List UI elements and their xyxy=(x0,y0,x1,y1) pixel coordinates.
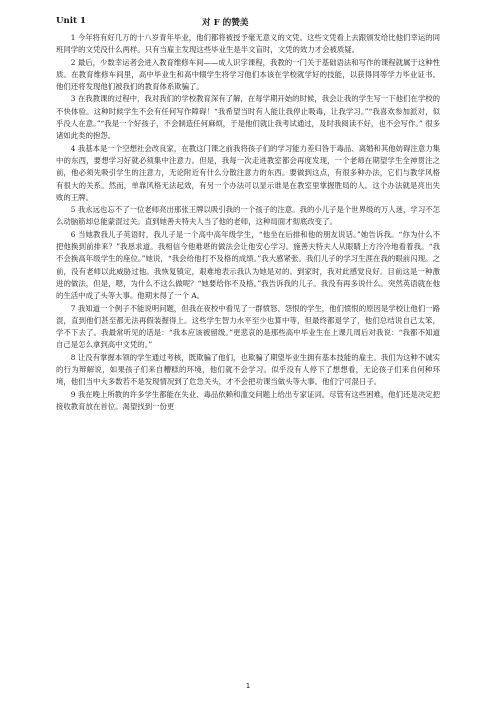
paragraph-6: 6 当她教我儿子英语时，我儿子是一个高中高年级学生，“他坐在后排和他的朋友说话。”她告诉我。“你为什么不把他换到前排来？”我恳求道。我相信今他难堪的做法会让他安心学习。施善夫特夫人从眼睛上方冷冷地看着我。“我不会换高年级学生的座位。”她说，“我会给他打不及格的成绩。”我大感紧张。我们儿子的学习生涯在我的眼前闪现。之前，没有老师以此威胁过他。我恢复镇定，艰难地表示我认为她是对的。到家时，我对此感觉良好。目前这是一种激进的做法，但是，嗯，为什么不这么做呢？“她要给你不及格。”我告诉我的儿子。我没有再多说什么。突然英语就在他的生活中成了头等大事。他期末得了一个 A。 xyxy=(56,229,440,301)
paragraph-4: 4 我基本是一个空想社会改良家，在教这门课之前我将孩子们的学习能力差归咎于毒品、离婚和其他妨碍注意力集中的东西，要想学习好就必须集中注意力。但是，我每一次走进教室都会再度发现，一个老师在期望学生全神贯注之前，他必须先吸引学生的注意力，无论附近有什么分散注意力的东西。要做到这点，有很多种办法，它们与教学风格有很大的关系。然而，单靠风格无法起效，有另一个办法可以显示谁是在教室里掌握胜局的人。这个办法就是亮出失败的王牌。 xyxy=(56,143,440,202)
paragraph-9: 9 我在晚上所教的许多学生都能在失业、毒品依赖和滥交问题上给出专家证词。尽管有这些困难，他们还是决定把接收教育放在首位。渴望找到一份更 xyxy=(56,389,440,411)
paragraph-5: 5 我永远也忘不了一位老师亮出那张王牌以吸引我的一个孩子的注意。我的小儿子是个世界级的万人迷，学习不怎么动脑筋却总能蒙混过关。直到她善夫特夫人当了他的老师，这种局面才彻底改变了。 xyxy=(56,205,440,227)
paragraph-7: 7 我知道一个例子不能说明问题，但我在夜校中看见了一群愤怒、怨恨的学生，他们愤恨的原因是学校让他们一路混，直到他们甚至都无法再假装握得上。这些学生智力水平至少也算中等，但最终都退学了，他们总结说自己太笨，学不下去了。我最常听见的话是：“我本应该被留级。”更悲哀的是那些高中毕业生在上课几周后对我说：“我都不知道自己是怎么拿到高中文凭的。” xyxy=(56,303,440,350)
paragraph-8: 8 让没有掌握本领的学生通过考核，既欺骗了他们，也欺骗了期望毕业生拥有基本技能的雇主。我们为这种不诚实的行为辩解说，如果孩子们来自糟糕的环境，他们就不会学习。似乎没有人停下了想想看，无论孩子们来自何种环境，他们当中大多数若不是发现情况到了危急关头，才不会把功课当做头等大事。他们宁可混日子。 xyxy=(56,352,440,387)
paragraph-2: 2 最后，少数幸运者会进入教育维修车间——成人识字课程，我教的一门关于基础语法和写作的课程就属于这种性质。在教育维修车间里，高中毕业生和高中辍学生将学习他们本该在学校就学好的技能，以获得同等学力毕业证书。他们还将发现他们被我们的教育体系欺骗了。 xyxy=(56,57,440,92)
article-body xyxy=(56,32,440,413)
paragraph-3: 3 在我教课的过程中，我对我们的学校教育深有了解，在每学期开始的时候，我会让我的学生写一下他们在学校的不快体验。这种时候学生不会有任何写作障碍！“我希望当时有人能让我停止吸毒，让我学习。”“我喜欢参加派对，似乎没人在意。”“我是一个好孩子，不会制造任何麻烦，于是他们就让我考试通过，及时我阅读不好，也不会写作。” 很多诸如此类的抱怨。 xyxy=(56,94,440,141)
page-header xyxy=(56,16,440,30)
page-number: 1 xyxy=(245,682,251,690)
unit-label: Unit 1 xyxy=(56,16,86,26)
paragraph-1: 1 今年将有好几万的十八岁青年毕业，他们都将被授予毫无意义的文凭。这些文凭看上去跟颁发给比他们幸运的同班同学的文凭没什么两样。只有当雇主发现这些毕业生是半文盲时，文凭的效力才会被质疑。 xyxy=(56,33,440,55)
page-title: 对 F 的赞美 xyxy=(202,18,249,28)
